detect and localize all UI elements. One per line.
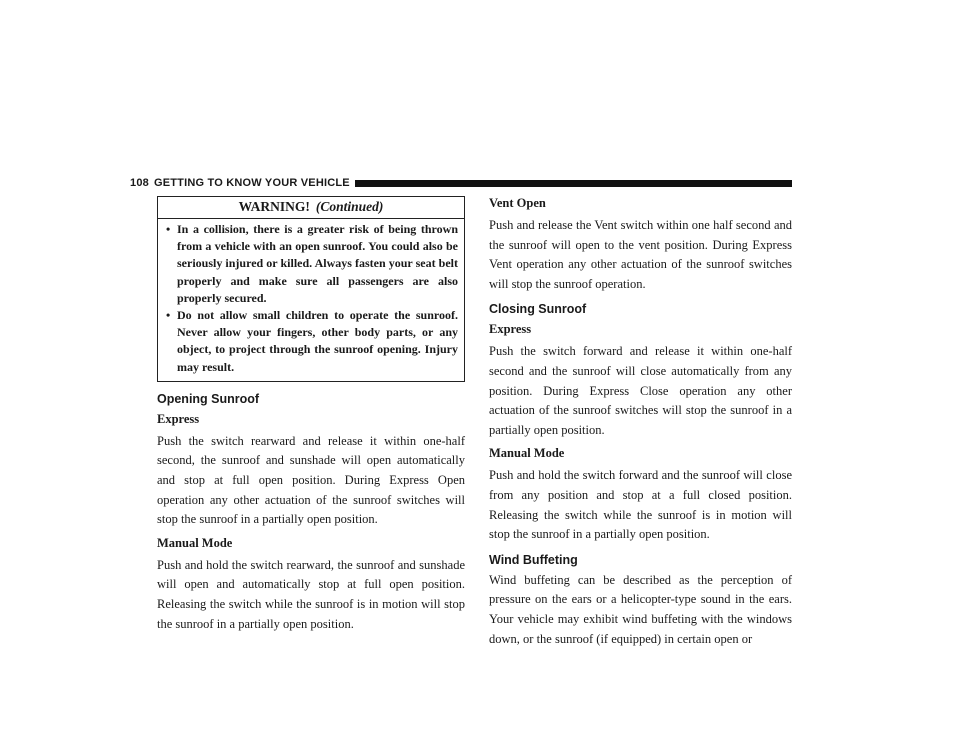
paragraph-express-open: Push the switch rearward and release it within one-half second, the sunroof and sunshade will open automatically and stop at full open position. During Express Open operation any other actuation of the sunroof switches will stop the sunroof in a partially open position. [157, 433, 465, 527]
left-column [157, 196, 465, 640]
bullet-icon: • [166, 222, 171, 236]
subheading-express-close: Express [489, 322, 532, 337]
warning-item: • In a collision, there is a greater risk of being thrown from a vehicle with an open sunroof. You could also be seriously injured or killed. Always fasten your seat belt properly and make sure all passengers are also properly secured. [166, 222, 458, 305]
header-rule [355, 180, 792, 187]
right-column [489, 196, 792, 655]
paragraph-manual-close: Push and hold the switch forward and the sunroof will close from any position and stop at a full closed position. Releasing the switch while the sunroof is in motion will stop the sunroof in a partially open position. [489, 468, 792, 542]
warning-label: WARNING! [238, 199, 310, 214]
warning-box [157, 196, 465, 382]
page-number: 108 [130, 177, 149, 189]
heading-closing-sunroof: Closing Sunroof [489, 302, 587, 317]
subheading-manual-close: Manual Mode [489, 446, 565, 461]
subheading-express-open: Express [157, 411, 200, 426]
heading-opening-sunroof: Opening Sunroof [157, 391, 260, 406]
subheading-manual-open: Manual Mode [157, 535, 233, 550]
warning-continued: (Continued) [315, 199, 384, 214]
warning-item: • Do not allow small children to operate the sunroof. Never allow your fingers, other body parts, or any object, to project through the sunroof opening. Injury may result. [166, 308, 458, 374]
section-title: GETTING TO KNOW YOUR VEHICLE [153, 177, 350, 189]
paragraph-vent-open: Push and release the Vent switch within one half second and the sunroof will open to the vent position. During Express Vent operation any other actuation of the sunroof switches will stop the sunroof operation. [489, 218, 792, 291]
paragraph-manual-open: Push and hold the switch rearward, the sunroof and sunshade will open and automatically stop at full open position. Releasing the switch while the sunroof is in motion will stop the sunroof in a partially open position. [157, 557, 465, 631]
warning-list [158, 219, 464, 381]
bullet-icon: • [166, 308, 171, 323]
page-header [130, 176, 792, 190]
paragraph-wind-buffeting: Wind buffeting can be described as the perception of pressure on the ears or a helicopter-type sound in the ears. Your vehicle may exhibit wind buffeting with the windows down, or the sunroof (if equipped) in certain open or [489, 572, 792, 646]
subheading-vent-open: Vent Open [489, 196, 546, 210]
heading-wind-buffeting: Wind Buffeting [489, 552, 578, 567]
warning-title [158, 197, 464, 219]
paragraph-express-close: Push the switch forward and release it within one-half second and the sunroof will close automatically from any position. During Express Close operation any other actuation of the sunroof switches will stop the sunroof in a partially open position. [489, 344, 792, 437]
